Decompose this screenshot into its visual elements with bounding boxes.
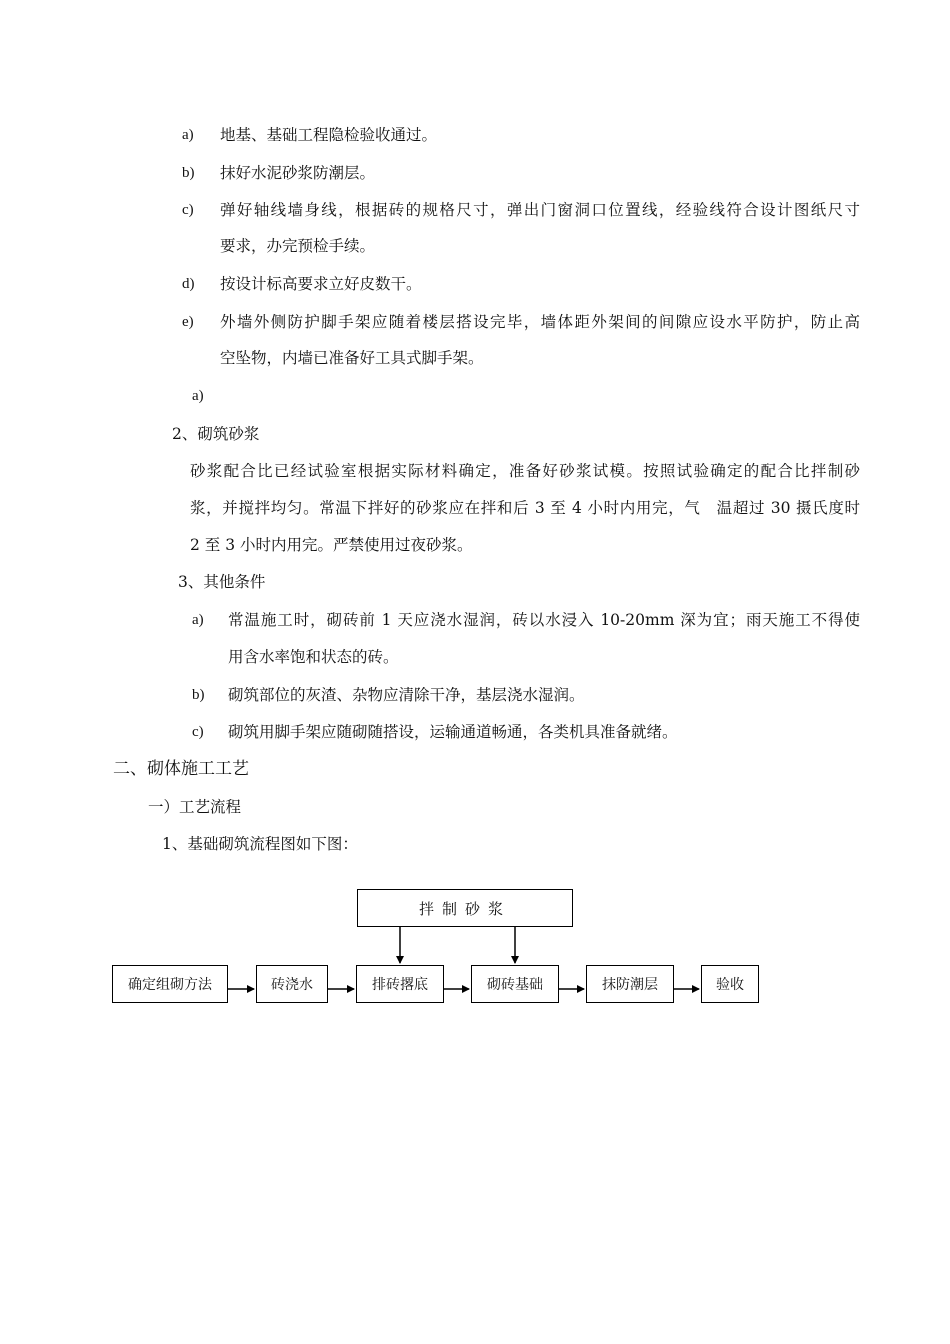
flow-caption: 1、基础砌筑流程图如下图： bbox=[162, 835, 358, 853]
item-text: 按设计标高要求立好皮数干。 bbox=[220, 275, 422, 293]
item-text: 砌筑部位的灰渣、杂物应清除干净，基层浇水湿润。 bbox=[228, 686, 585, 704]
item-text: 地基、基础工程隐检验收通过。 bbox=[220, 126, 438, 144]
item-text: 弹好轴线墙身线，根据砖的规格尺寸，弹出门窗洞口位置线，经验线符合设计图纸尺寸 bbox=[220, 201, 860, 219]
item-text: 外墙外侧防护脚手架应随着楼层搭设完毕，墙体距外架间的间隙应设水平防护，防止高 bbox=[220, 313, 860, 331]
item-label: a) bbox=[192, 388, 204, 404]
item-label: e) bbox=[182, 314, 194, 330]
paragraph-line: 浆，并搅拌均匀。常温下拌好的砂浆应在拌和后 3 至 4 小时内用完，气 温超过 30 摄氏度时 bbox=[190, 499, 860, 517]
flow-step: 砌砖基础 bbox=[471, 965, 559, 1003]
paragraph-line: 2 至 3 小时内用完。严禁使用过夜砂浆。 bbox=[190, 536, 473, 554]
flow-box-mortar: 拌制砂浆 bbox=[357, 889, 573, 927]
item-text: 用含水率饱和状态的砖。 bbox=[228, 648, 399, 666]
item-text: 常温施工时，砌砖前 1 天应浇水湿润，砖以水浸入 10-20mm 深为宜；雨天施工不得使 bbox=[228, 611, 860, 629]
item-text: 空坠物，内墙已准备好工具式脚手架。 bbox=[220, 349, 484, 367]
item-label: c) bbox=[182, 202, 194, 218]
item-label: a) bbox=[192, 612, 204, 628]
flow-step: 抹防潮层 bbox=[586, 965, 674, 1003]
subsection-title: 一）工艺流程 bbox=[148, 798, 242, 816]
flow-step: 验收 bbox=[701, 965, 759, 1003]
item-text: 要求，办完预检手续。 bbox=[220, 237, 376, 255]
item-text: 砌筑用脚手架应随砌随搭设，运输通道畅通，各类机具准备就绪。 bbox=[228, 723, 678, 741]
section-title: 二、砌体施工工艺 bbox=[113, 759, 249, 779]
item-label: b) bbox=[182, 165, 195, 181]
item-label: c) bbox=[192, 724, 204, 740]
paragraph-line: 砂浆配合比已经试验室根据实际材料确定，准备好砂浆试模。按照试验确定的配合比拌制砂 bbox=[190, 462, 860, 480]
item-text: 抹好水泥砂浆防潮层。 bbox=[220, 164, 376, 182]
flow-step: 砖浇水 bbox=[256, 965, 328, 1003]
section-heading: 2、砌筑砂浆 bbox=[172, 425, 260, 443]
item-label: b) bbox=[192, 687, 205, 703]
flow-step: 排砖撂底 bbox=[356, 965, 444, 1003]
item-label: a) bbox=[182, 127, 194, 143]
flow-step: 确定组砌方法 bbox=[112, 965, 228, 1003]
section-heading: 3、其他条件 bbox=[178, 573, 266, 591]
item-label: d) bbox=[182, 276, 195, 292]
